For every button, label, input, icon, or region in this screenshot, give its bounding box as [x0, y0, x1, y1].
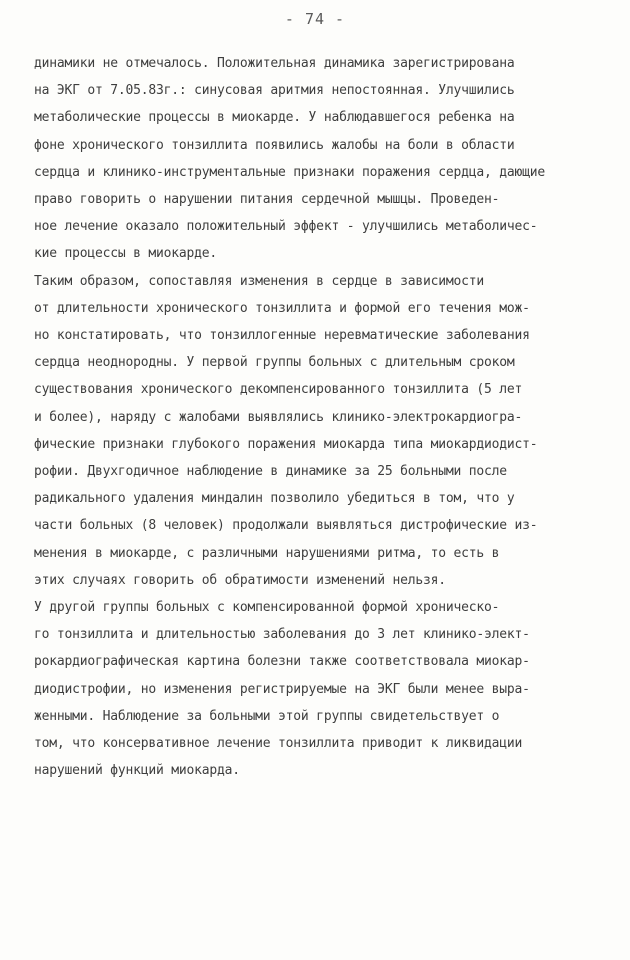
text-line: диодистрофии, но изменения регистрируемые на ЭКГ были менее выра- [34, 681, 530, 697]
text-line: существования хронического декомпенсированного тонзиллита (5 лет [34, 382, 523, 398]
text-line: ное лечение оказало положительный эффект - улучшились метаболичес- [34, 219, 538, 235]
text-line: этих случаях говорить об обратимости изменений нельзя. [34, 572, 446, 588]
text-line: женными. Наблюдение за больными этой группы свидетельствует о [34, 708, 500, 724]
text-line: но констатировать, что тонзиллогенные неревматические заболевания [34, 328, 530, 344]
paragraph-1 [34, 50, 600, 268]
text-line: сердца неоднородны. У первой группы больных с длительным сроком [34, 355, 515, 371]
text-line: рофии. Двухгодичное наблюдение в динамике за 25 больными после [34, 464, 507, 480]
text-line: и более), наряду с жалобами выявлялись клинико-электрокардиогра- [34, 409, 523, 425]
text-line: динамики не отмечалось. Положительная динамика зарегистрирована [34, 56, 515, 71]
text-line: право говорить о нарушении питания сердечной мышцы. Проведен- [34, 192, 500, 208]
text-line: части больных (8 человек) продолжали выявляться дистрофические из- [34, 518, 538, 534]
text-line: фические признаки глубокого поражения миокарда типа миокардиодист- [34, 436, 538, 452]
text-line: от длительности хронического тонзиллита и формой его течения мож- [34, 300, 530, 316]
text-line: на ЭКГ от 7.05.83г.: синусовая аритмия непостоянная. Улучшились [34, 83, 515, 99]
body-text [34, 50, 600, 784]
text-line: фоне хронического тонзиллита появились жалобы на боли в области [34, 137, 515, 153]
paragraph-2 [34, 268, 600, 594]
text-line: менения в миокарде, с различными нарушениями ритма, то есть в [34, 545, 500, 561]
paragraph-3 [34, 594, 600, 784]
text-line: метаболические процессы в миокарде. У наблюдавшегося ребенка на [34, 110, 515, 126]
text-line: рокардиографическая картина болезни также соответствовала миокар- [34, 654, 530, 670]
page-number: - 74 - [284, 10, 346, 28]
text-line: го тонзиллита и длительностью заболевания до 3 лет клинико-элект- [34, 627, 530, 643]
text-line: том, что консервативное лечение тонзиллита приводит к ликвидации [34, 736, 523, 752]
text-line: кие процессы в миокарде. [34, 246, 218, 262]
text-line: Таким образом, сопоставляя изменения в сердце в зависимости [34, 273, 484, 289]
text-line: У другой группы больных с компенсированной формой хроническо- [34, 600, 500, 616]
text-line: радикального удаления миндалин позволило убедиться в том, что у [34, 491, 515, 507]
text-line: сердца и клинико-инструментальные признаки поражения сердца, дающие [34, 164, 545, 180]
text-line: нарушений функций миокарда. [34, 763, 240, 779]
